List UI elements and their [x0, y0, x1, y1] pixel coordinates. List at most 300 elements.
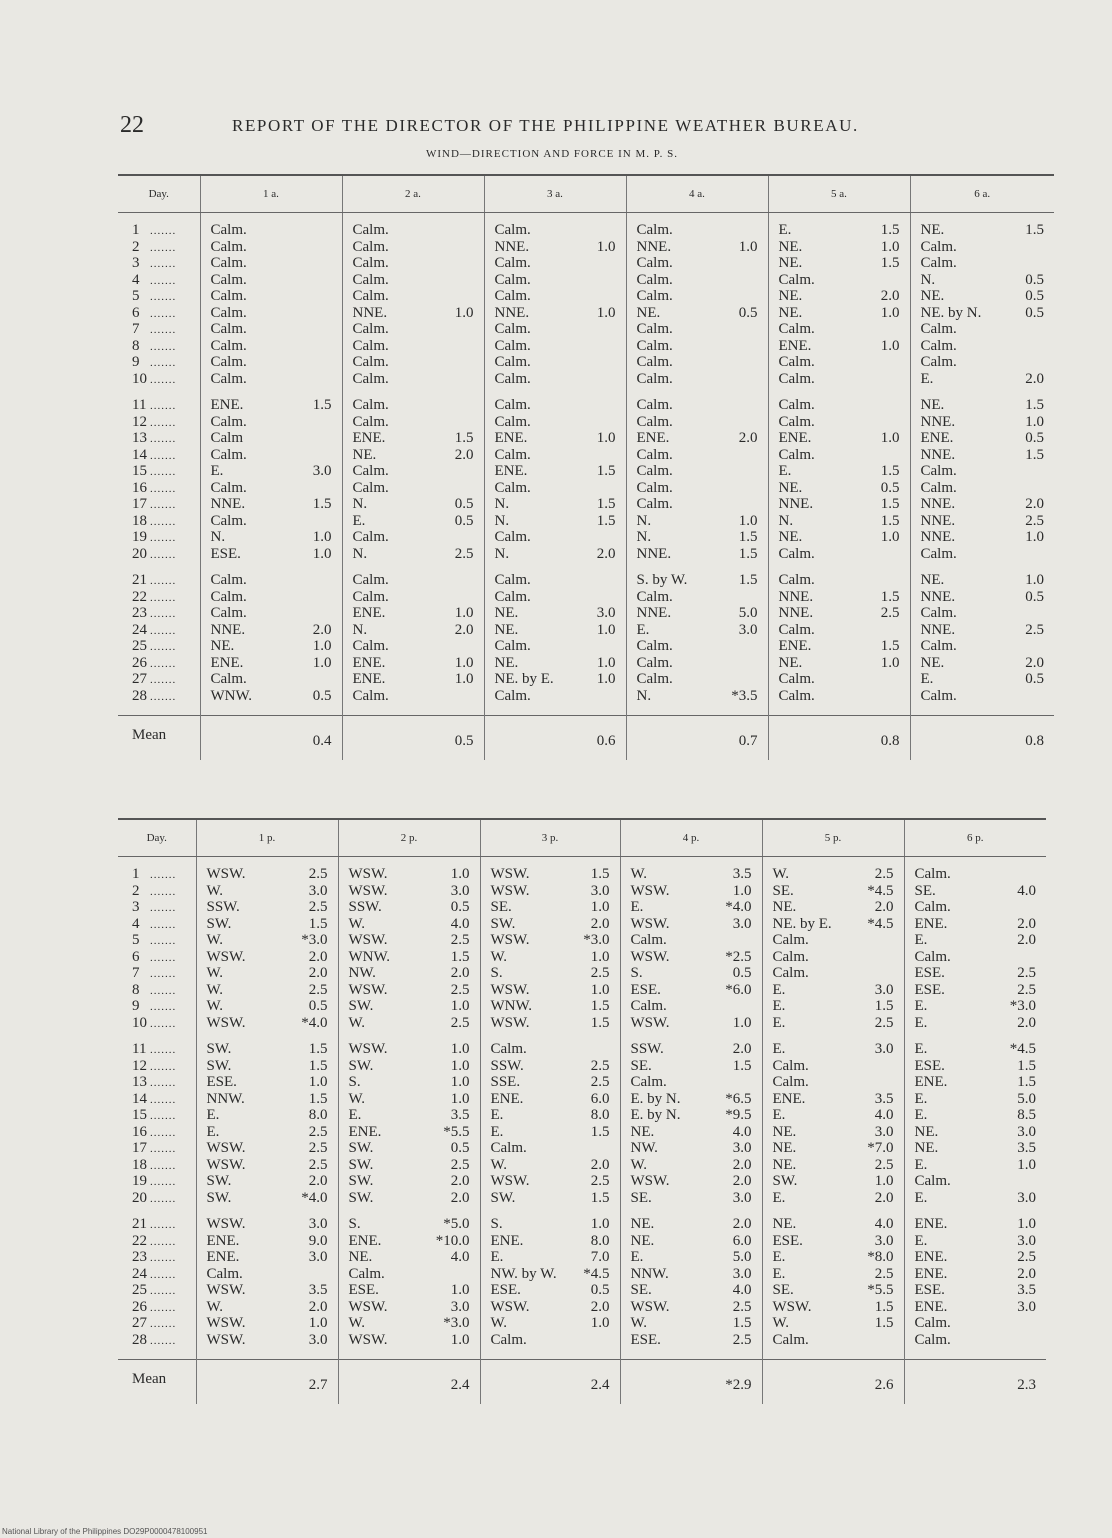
hour-column-header: 6 p. [904, 819, 1046, 857]
wind-direction: SW. [772, 1173, 798, 1189]
wind-force: 0.5 [1025, 430, 1044, 446]
wind-force: 1.5 [596, 512, 616, 529]
wind-direction: Calm. [494, 572, 531, 588]
wind-direction: Calm. [352, 479, 389, 496]
wind-direction: S. [630, 965, 643, 981]
wind-direction: ESE. [206, 1074, 237, 1090]
wind-direction: Calm. [210, 222, 247, 238]
wind-direction: ENE. [914, 1074, 948, 1090]
wind-force: 0.5 [590, 1282, 610, 1298]
leader-dots: ....... [150, 324, 177, 336]
wind-direction: Calm. [636, 446, 673, 463]
wind-direction: NNE. [494, 304, 530, 321]
wind-force: 1.0 [450, 1074, 470, 1090]
wind-force: 1.0 [874, 1173, 894, 1189]
wind-force: 0.5 [308, 998, 328, 1014]
wind-force: 1.5 [880, 222, 900, 238]
wind-force: 2.5 [590, 1173, 610, 1189]
wind-direction: Calm. [636, 321, 673, 337]
leader-dots: ....... [150, 482, 177, 495]
wind-force: 0.5 [1025, 288, 1044, 304]
wind-force: 2.0 [1025, 496, 1044, 512]
wind-force: 0.5 [738, 304, 758, 321]
wind-direction: NE. [772, 1140, 797, 1156]
wind-force: 0.5 [1025, 271, 1044, 288]
wind-direction: SW. [348, 1189, 374, 1206]
wind-direction: ENE. [778, 337, 812, 354]
wind-force: 3.0 [450, 1298, 470, 1315]
wind-force: 1.0 [596, 671, 616, 687]
wind-direction: ENE. [210, 654, 244, 671]
wind-force: 2.5 [1017, 981, 1036, 998]
wind-force: 1.5 [1025, 397, 1044, 413]
wind-force: 1.0 [450, 1090, 470, 1107]
wind-force: 3.0 [308, 1331, 328, 1348]
wind-force: 2.0 [450, 1173, 470, 1189]
wind-force: 3.0 [874, 1041, 894, 1057]
wind-direction: Calm. [636, 479, 673, 496]
wind-force: 1.0 [454, 304, 474, 321]
wind-force: 0.5 [312, 687, 332, 704]
day-number: 5 [132, 932, 140, 948]
wind-direction: N. [636, 529, 652, 545]
wind-direction: Calm. [778, 687, 815, 704]
table-row [118, 933, 1046, 950]
wind-direction: WSW. [630, 1173, 670, 1189]
wind-direction: Calm. [352, 572, 389, 588]
wind-direction: WSW. [206, 866, 246, 882]
wind-direction: Calm. [914, 866, 951, 882]
wind-force: 1.5 [590, 1123, 610, 1140]
table-row [118, 1250, 1046, 1267]
wind-direction: NNE. [920, 413, 956, 430]
wind-direction: Calm. [352, 354, 389, 370]
wind-direction: SE. [630, 1282, 652, 1298]
wind-force: 1.5 [308, 1041, 328, 1057]
wind-force: 8.5 [1017, 1107, 1036, 1123]
wind-direction: W. [490, 948, 508, 965]
wind-direction: W. [772, 866, 790, 882]
wind-direction: WSW. [490, 1298, 530, 1315]
wind-direction: ENE. [914, 1216, 948, 1232]
wind-force: 1.0 [450, 998, 470, 1014]
leader-dots: ....... [150, 1126, 177, 1139]
wind-force: 2.0 [308, 948, 328, 965]
wind-force: *3.5 [731, 687, 758, 704]
wind-force: 2.5 [874, 1265, 894, 1282]
wind-direction: E. [772, 998, 786, 1014]
wind-force: *3.0 [301, 932, 328, 948]
wind-direction: NW. by W. [490, 1265, 557, 1282]
wind-force: 1.5 [1025, 446, 1044, 463]
wind-direction: ENE. [352, 430, 386, 446]
wind-direction: N. [352, 621, 368, 638]
leader-dots: ....... [150, 1192, 177, 1205]
wind-direction: NE. [630, 1232, 655, 1249]
wind-direction: WSW. [206, 1140, 246, 1156]
wind-direction: WSW. [630, 1298, 670, 1315]
wind-force: 2.5 [450, 981, 470, 998]
wind-force: 0.5 [454, 512, 474, 529]
wind-direction: N. [636, 687, 652, 704]
hour-column-header: 5 p. [762, 819, 904, 857]
wind-force: 2.0 [590, 1298, 610, 1315]
wind-force: 1.5 [590, 866, 610, 882]
wind-direction: W. [630, 866, 648, 882]
wind-direction: Calm. [490, 1331, 527, 1348]
wind-direction: Calm. [778, 321, 815, 337]
wind-direction: N. [636, 512, 652, 529]
leader-dots: ....... [150, 433, 177, 445]
day-number: 7 [132, 321, 140, 337]
table-row [118, 623, 1054, 640]
wind-force: 1.5 [308, 1057, 328, 1074]
table-row [118, 590, 1054, 607]
leader-dots: ....... [150, 984, 177, 997]
wind-direction: Calm. [778, 572, 815, 588]
wind-force: 0.5 [880, 479, 900, 496]
day-number: 13 [132, 430, 147, 446]
hour-column-header: 5 a. [768, 175, 910, 213]
hour-column-header: 3 p. [480, 819, 620, 857]
leader-dots: ....... [150, 1159, 177, 1172]
mean-value: *2.9 [725, 1377, 752, 1393]
wind-direction: SW. [348, 1057, 374, 1074]
wind-force: 2.5 [308, 1156, 328, 1173]
wind-force: *4.5 [867, 882, 894, 899]
wind-force: *3.0 [583, 932, 610, 948]
hour-column-header: 2 p. [338, 819, 480, 857]
day-number: 23 [132, 1249, 147, 1265]
wind-direction: Calm. [348, 1265, 385, 1282]
wind-direction: SW. [206, 915, 232, 932]
wind-direction: WNW. [348, 948, 391, 965]
day-column-header: Day. [118, 819, 196, 857]
wind-direction: Calm. [352, 288, 389, 304]
wind-direction: WSW. [206, 1014, 246, 1031]
wind-direction: WSW. [490, 866, 530, 882]
wind-force: 2.5 [308, 899, 328, 915]
day-number: 21 [132, 1216, 147, 1232]
wind-direction: NE. [778, 479, 803, 496]
table-row [118, 1108, 1046, 1125]
wind-direction: E. by N. [630, 1107, 681, 1123]
wind-direction: Calm. [636, 463, 673, 479]
leader-dots: ....... [150, 274, 177, 287]
wind-force: 1.5 [738, 529, 758, 545]
wind-direction: W. [206, 1298, 224, 1315]
wind-direction: Calm. [772, 1074, 809, 1090]
wind-direction: Calm. [352, 638, 389, 654]
wind-direction: E. by N. [630, 1090, 681, 1107]
wind-direction: NE. [920, 572, 945, 588]
wind-direction: WSW. [348, 1331, 388, 1348]
wind-direction: E. [914, 932, 928, 948]
table-row [118, 1125, 1046, 1142]
wind-direction: Calm. [630, 932, 667, 948]
wind-direction: NE. [494, 605, 519, 621]
wind-direction: Calm. [494, 354, 531, 370]
wind-direction: Calm. [352, 238, 389, 255]
wind-force: 1.0 [454, 654, 474, 671]
wind-direction: WSW. [348, 932, 388, 948]
wind-direction: E. [772, 1107, 786, 1123]
wind-force: *4.5 [583, 1265, 610, 1282]
wind-direction: Calm. [494, 222, 531, 238]
wind-direction: NE. [778, 255, 803, 271]
wind-direction: Calm. [636, 671, 673, 687]
day-number: 12 [132, 413, 147, 430]
wind-direction: WSW. [490, 882, 530, 899]
wind-force: 2.0 [1025, 370, 1044, 387]
leader-dots: ....... [150, 1268, 177, 1281]
hour-column-header: 4 a. [626, 175, 768, 213]
mean-value: 0.4 [312, 733, 332, 749]
table-row [118, 917, 1046, 934]
table-row [118, 966, 1046, 983]
table-row [118, 398, 1054, 415]
wind-direction: ESE. [348, 1282, 379, 1298]
table-row [118, 497, 1054, 514]
page-title: REPORT OF THE DIRECTOR OF THE PHILIPPINE WEATHER BUREAU. [232, 116, 859, 135]
wind-direction: SW. [490, 1189, 516, 1206]
wind-direction: ENE. [206, 1232, 240, 1249]
table-row [118, 1158, 1046, 1175]
mean-value: 0.8 [1025, 733, 1044, 749]
wind-force: 1.0 [738, 512, 758, 529]
wind-force: 3.5 [732, 866, 752, 882]
day-number: 27 [132, 1315, 147, 1331]
mean-value: 2.3 [1017, 1377, 1036, 1393]
wind-direction: Calm. [920, 238, 957, 255]
wind-direction: NE. [920, 397, 945, 413]
leader-dots: ....... [150, 532, 177, 544]
wind-direction: NE. [630, 1216, 655, 1232]
wind-direction: E. [630, 899, 644, 915]
wind-force: *5.0 [443, 1216, 470, 1232]
leader-dots: ....... [150, 869, 177, 881]
wind-direction: ENE. [348, 1232, 382, 1249]
wind-direction: E. [920, 370, 934, 387]
wind-force: 2.0 [1017, 1014, 1036, 1031]
wind-direction: ENE. [636, 430, 670, 446]
wind-force: 1.0 [590, 948, 610, 965]
wind-force: 1.5 [880, 496, 900, 512]
wind-direction: E. [778, 463, 792, 479]
wind-direction: NE. [778, 529, 803, 545]
wind-direction: Calm. [494, 321, 531, 337]
day-number: 1 [132, 866, 140, 882]
wind-direction: Calm. [352, 337, 389, 354]
leader-dots: ....... [150, 1044, 177, 1056]
wind-direction: W. [206, 981, 224, 998]
leader-dots: ....... [150, 624, 177, 637]
wind-direction: WSW. [348, 866, 388, 882]
wind-direction: Calm. [494, 413, 531, 430]
table-row [118, 639, 1054, 656]
wind-direction: N. [778, 512, 794, 529]
wind-direction: WSW. [630, 948, 670, 965]
wind-direction: Calm. [636, 271, 673, 288]
day-number: 5 [132, 288, 140, 304]
leader-dots: ....... [150, 515, 177, 528]
wind-force: 3.0 [590, 882, 610, 899]
day-number: 6 [132, 948, 140, 965]
wind-force: 1.0 [450, 1057, 470, 1074]
wind-force: 2.0 [732, 1173, 752, 1189]
wind-force: 1.0 [590, 1216, 610, 1232]
wind-force: 1.5 [732, 1057, 752, 1074]
table-row [118, 289, 1054, 306]
wind-direction: Calm. [352, 687, 389, 704]
wind-direction: SW. [206, 1057, 232, 1074]
leader-dots: ....... [150, 225, 177, 237]
wind-force: 3.0 [874, 1123, 894, 1140]
wind-direction: Calm. [778, 271, 815, 288]
wind-direction: S. [348, 1216, 361, 1232]
wind-direction: Calm. [494, 529, 531, 545]
leader-dots: ....... [150, 373, 177, 386]
wind-direction: NE. [494, 654, 519, 671]
day-number: 17 [132, 496, 147, 512]
table-row [118, 355, 1054, 372]
wind-direction: WSW. [206, 1315, 246, 1331]
table-subtitle: WIND—DIRECTION AND FORCE IN M. P. S. [426, 148, 679, 160]
wind-force: 1.0 [312, 654, 332, 671]
wind-direction: Calm. [772, 948, 809, 965]
wind-direction: NNE. [920, 446, 956, 463]
day-number: 11 [132, 1041, 147, 1057]
leader-dots: ....... [150, 241, 177, 254]
day-number: 20 [132, 545, 147, 562]
wind-force: 3.0 [732, 1189, 752, 1206]
leader-dots: ....... [150, 466, 177, 478]
wind-direction: Calm. [210, 512, 247, 529]
wind-direction: WSW. [490, 1014, 530, 1031]
wind-direction: WSW. [348, 1298, 388, 1315]
wind-direction: WSW. [206, 1216, 246, 1232]
table-row [118, 1141, 1046, 1158]
leader-dots: ....... [150, 591, 177, 604]
wind-force: 9.0 [308, 1232, 328, 1249]
wind-force: 2.0 [874, 1189, 894, 1206]
wind-force: 1.5 [880, 638, 900, 654]
wind-direction: Calm. [914, 1173, 951, 1189]
wind-direction: Calm. [772, 965, 809, 981]
wind-direction: Calm. [494, 255, 531, 271]
wind-direction: NNE. [494, 238, 530, 255]
wind-direction: ESE. [630, 981, 661, 998]
wind-direction: Calm. [636, 354, 673, 370]
mean-value: 0.7 [738, 733, 758, 749]
table-row [118, 1016, 1046, 1033]
table-row [118, 1333, 1046, 1350]
wind-force: 3.0 [308, 1216, 328, 1232]
wind-direction: Calm. [920, 463, 957, 479]
wind-force: 1.0 [732, 1014, 752, 1031]
wind-direction: NE. [772, 1123, 797, 1140]
leader-dots: ....... [150, 674, 177, 686]
wind-force: 8.0 [590, 1232, 610, 1249]
wind-force: 1.0 [880, 337, 900, 354]
leader-dots: ....... [150, 608, 177, 620]
wind-force: 3.5 [1017, 1282, 1036, 1298]
wind-force: 1.0 [880, 529, 900, 545]
wind-force: 1.5 [596, 496, 616, 512]
leader-dots: ....... [150, 357, 177, 369]
wind-force: 2.0 [1017, 1265, 1036, 1282]
leader-dots: ....... [150, 258, 177, 270]
wind-direction: E. [914, 1014, 928, 1031]
wind-direction: Calm. [494, 638, 531, 654]
hour-column-header: 1 a. [200, 175, 342, 213]
wind-direction: NNE. [920, 496, 956, 512]
wind-direction: Calm. [920, 605, 957, 621]
wind-force: 2.5 [590, 1074, 610, 1090]
day-number: 2 [132, 238, 140, 255]
wind-direction: NE. by N. [920, 304, 982, 321]
wind-direction: NNE. [210, 496, 246, 512]
wind-force: 2.5 [308, 866, 328, 882]
wind-direction: ESE. [210, 545, 241, 562]
wind-direction: Calm. [778, 413, 815, 430]
table-row [118, 1191, 1046, 1208]
wind-direction: NNE. [920, 529, 956, 545]
wind-force: 2.0 [880, 288, 900, 304]
wind-direction: W. [630, 1315, 648, 1331]
table-row [118, 573, 1054, 590]
wind-direction: E. [206, 1107, 220, 1123]
wind-direction: W. [348, 915, 366, 932]
leader-dots: ....... [150, 1077, 177, 1089]
wind-direction: Calm. [778, 621, 815, 638]
wind-force: *9.5 [725, 1107, 752, 1123]
wind-direction: E. [772, 1014, 786, 1031]
leader-dots: ....... [150, 951, 177, 964]
wind-direction: NE. by E. [494, 671, 554, 687]
wind-direction: Calm. [636, 588, 673, 605]
day-number: 8 [132, 337, 140, 354]
wind-force: *5.5 [443, 1123, 470, 1140]
wind-force: 2.0 [1017, 932, 1036, 948]
wind-direction: Calm. [210, 255, 247, 271]
leader-dots: ....... [150, 1110, 177, 1122]
wind-force: *3.0 [1009, 998, 1036, 1014]
table-row [118, 1092, 1046, 1109]
leader-dots: ....... [150, 968, 177, 980]
mean-value: 2.7 [308, 1377, 328, 1393]
leader-dots: ....... [150, 575, 177, 587]
wind-force: 1.5 [880, 588, 900, 605]
wind-direction: WSW. [206, 948, 246, 965]
wind-direction: Calm. [636, 370, 673, 387]
wind-force: 2.5 [450, 1156, 470, 1173]
leader-dots: ....... [150, 499, 177, 511]
wind-direction: N. [352, 545, 368, 562]
leader-dots: ....... [150, 548, 177, 561]
wind-direction: Calm. [210, 271, 247, 288]
leader-dots: ....... [150, 1301, 177, 1314]
wind-force: 2.5 [450, 932, 470, 948]
wind-force: 3.0 [1017, 1298, 1036, 1315]
wind-direction: Calm. [210, 304, 247, 321]
wind-direction: WSW. [630, 882, 670, 899]
wind-direction: Calm. [920, 255, 957, 271]
wind-direction: Calm. [494, 288, 531, 304]
wind-direction: Calm. [636, 496, 673, 512]
leader-dots: ....... [150, 307, 177, 320]
wind-force: 1.5 [874, 1315, 894, 1331]
